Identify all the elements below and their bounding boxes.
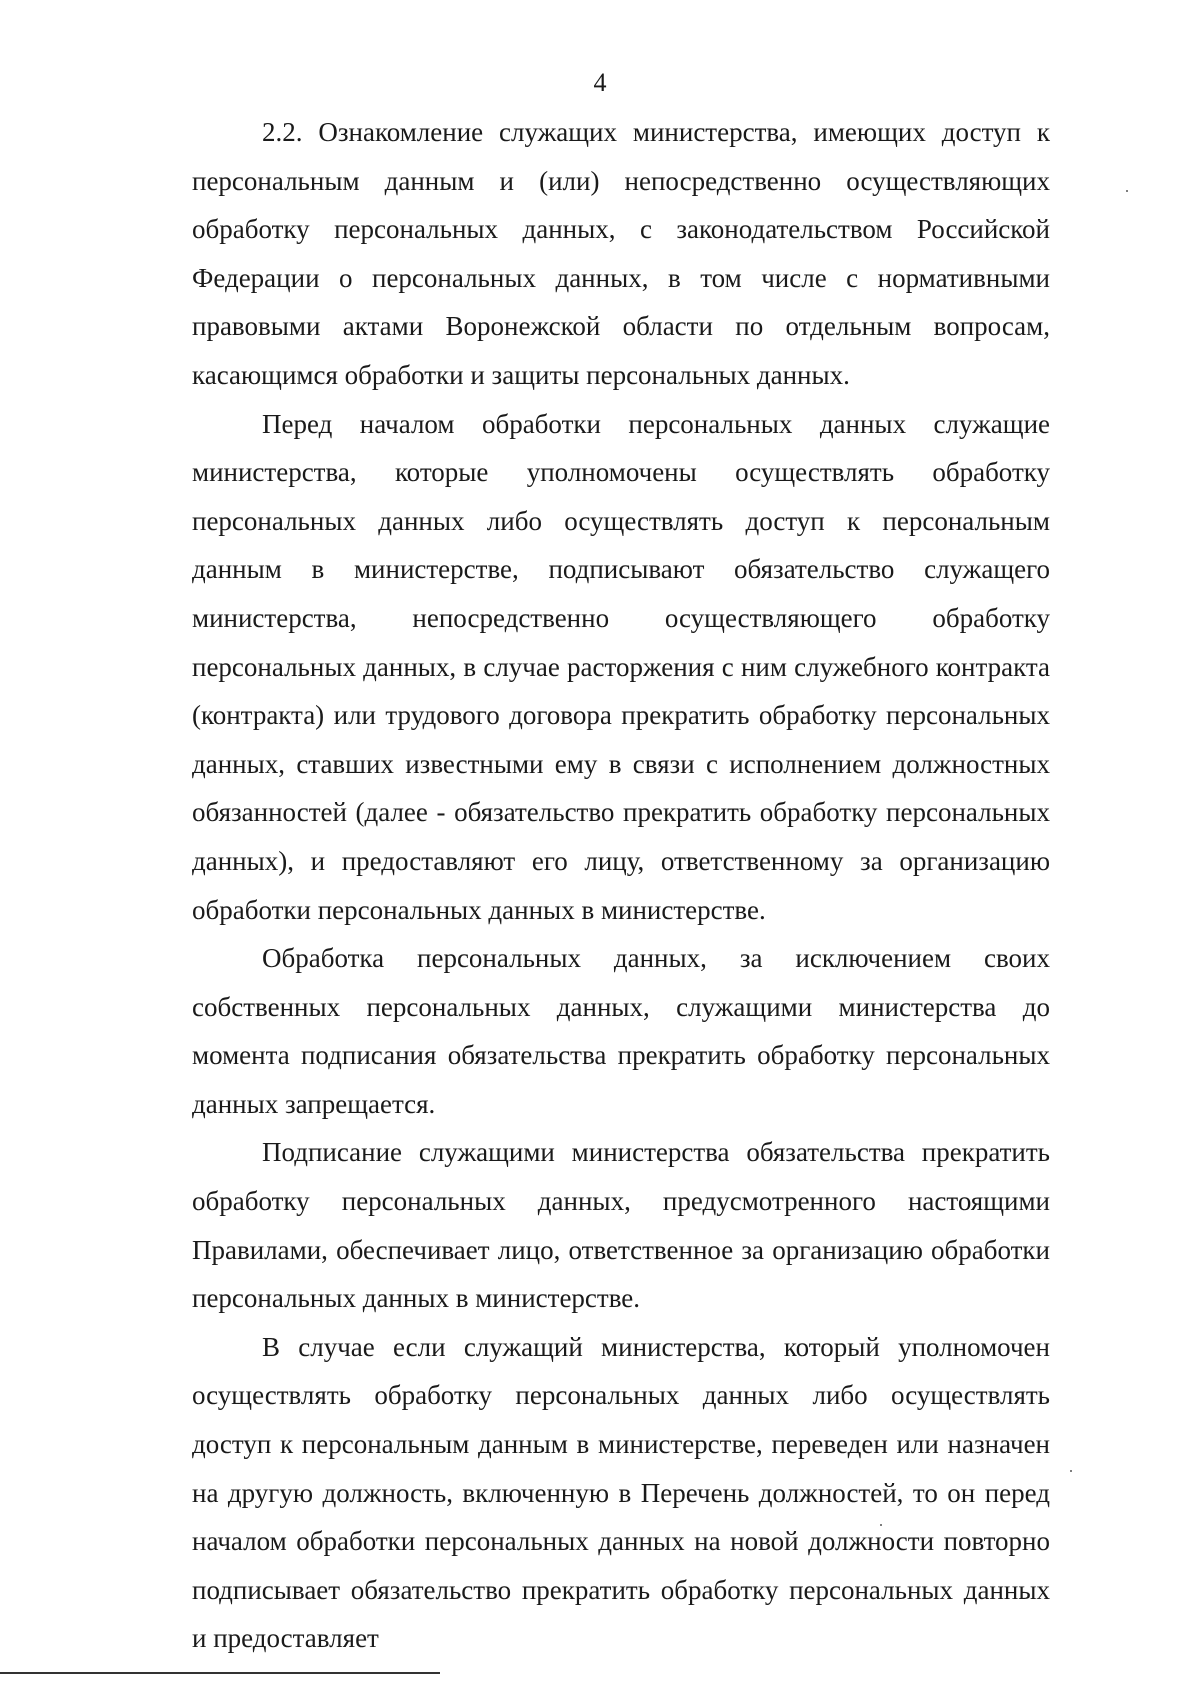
scan-speck [1070,1470,1072,1472]
page-number: 4 [593,68,607,97]
paragraph-commitment-signing: Перед началом обработки персональных данных служащие министерства, которые уполномочены осуществлять обработку персональных данных либо осуществлять доступ к персональным данным в министерстве, подписывают обязательство служащего министерства, непосредственно осуществляющего обработку персональных данных, в случае расторжения с ним служебного контракта (контракта) или трудового договора прекратить обработку персональных данных, ставших известными ему в связи с исполнением должностных обязанностей (далее - обязательство прекратить обработку персональных данных), и предоставляют его лицу, ответственному за организацию обработки персональных данных в министерстве. [192,408,1050,925]
paragraph-processing-prohibition: Обработка персональных данных, за исключением своих собственных персональных данных, служащими министерства до момента подписания обязательства прекратить обработку персональных данных запрещается. [192,943,1050,1119]
scan-speck [1126,190,1128,192]
scan-speck [880,1524,882,1526]
paragraph-signing-responsibility: Подписание служащими министерства обязательства прекратить обработку персональных данных, предусмотренного настоящими Правилами, обеспечивает лицо, ответственное за организацию обработки персональных данных в министерстве. [192,1137,1050,1314]
document-body [192,108,1050,1663]
paragraph-2-2: 2.2. Ознакомление служащих министерства, имеющих доступ к персональным данным и (или) непосредственно осуществляющих обработку персональных данных, с законодательством Российской Федерации о персональных данных, в том числе с нормативными правовыми актами Воронежской области по отдельным вопросам, касающимся обработки и защиты персональных данных. [192,117,1050,390]
paragraph-reassignment: В случае если служащий министерства, который уполномочен осуществлять обработку персональных данных либо осуществлять доступ к персональным данным в министерстве, переведен или назначен на другую должность, включенную в Перечень должностей, то он перед началом обработки персональных данных на новой должности повторно подписывает обязательство прекратить обработку персональных данных и предоставляет [192,1331,1050,1654]
bottom-rule [0,1672,440,1674]
